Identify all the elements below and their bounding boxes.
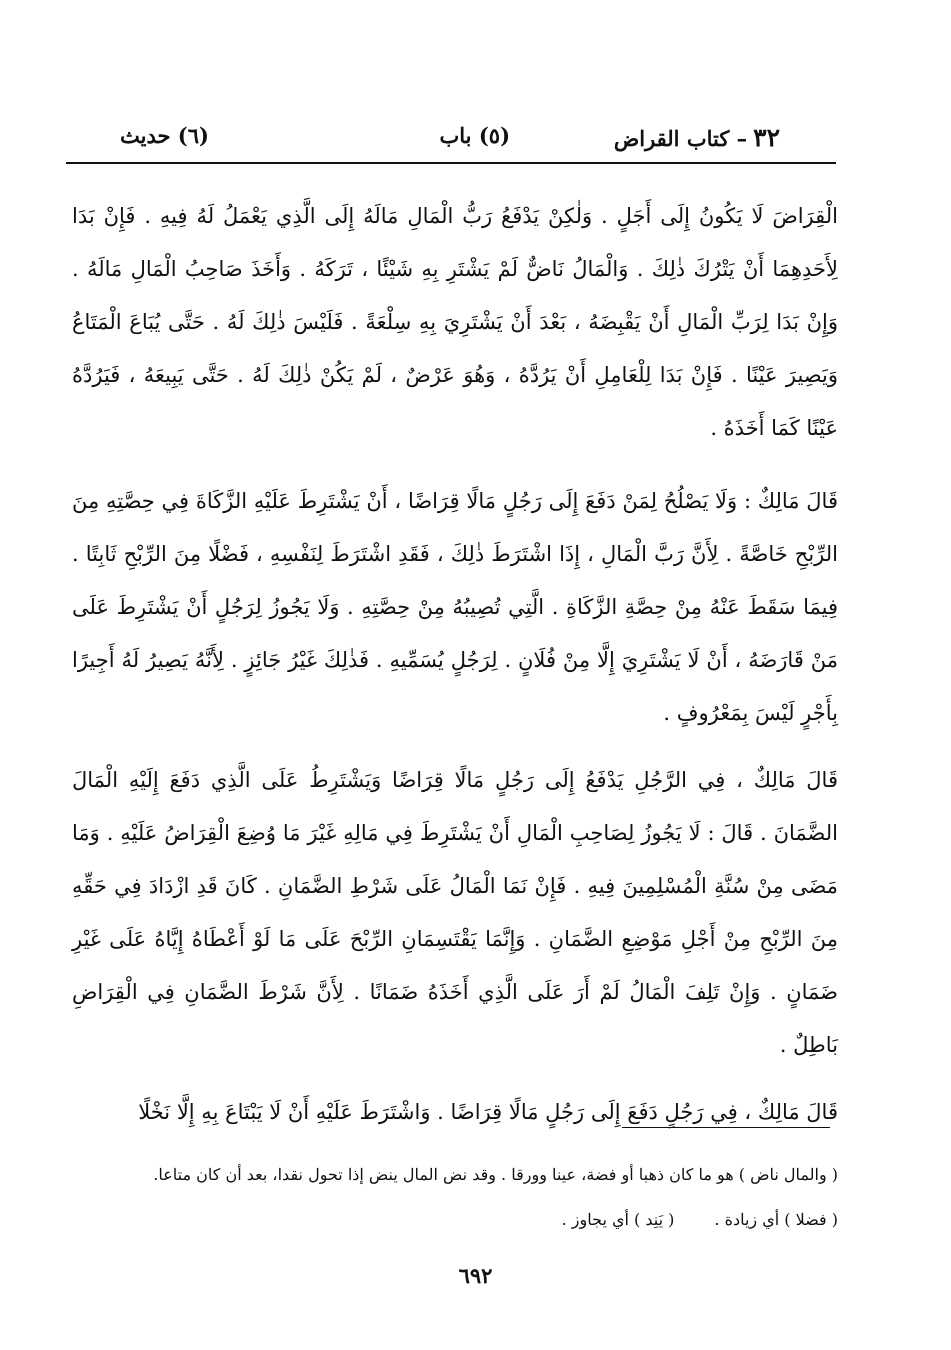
footnote-line: ( والمال ناض ) هو ما كان ذهبا أو فضة، عينا وورقا . وقد نض المال ينض إذا تحول نقدا، بعد أن كان متاعا.: [153, 1165, 838, 1184]
paragraph: قَالَ مَالِكٌ : وَلَا يَصْلُحُ لِمَنْ دَفَعَ إِلَى رَجُلٍ مَالًا قِرَاضًا ، أَنْ يَشْتَرِطَ عَلَيْهِ الزَّكَاةَ فِي حِصَّتِهِ مِنَ الرِّبْحِ خَاصَّةً . لِأَنَّ رَبَّ الْمَالِ ، إِذَا اشْتَرَطَ ذٰلِكَ ، فَقَدِ اشْتَرَطَ لِنَفْسِهِ ، فَضْلًا مِنَ الرِّبْحِ ثَابِتًا . فِيمَا سَقَطَ عَنْهُ مِنْ حِصَّةِ الزَّكَاةِ . الَّتِي تُصِيبُهُ مِنْ حِصَّتِهِ . وَلَا يَجُوزُ لِرَجُلٍ أَنْ يَشْتَرِطَ عَلَى مَنْ قَارَضَهُ ، أَنْ لَا يَشْتَرِيَ إِلَّا مِنْ فُلَانٍ . لِرَجُلٍ يُسَمِّيهِ . فَذٰلِكَ غَيْرُ جَائِزٍ . لِأَنَّهُ يَصِيرُ لَهُ أَجِيرًا بِأَجْرٍ لَيْسَ بِمَعْرُوفٍ .: [72, 489, 838, 725]
header-page-ref: ٣٢: [753, 123, 780, 152]
paragraph: الْقِرَاضَ لَا يَكُونُ إِلَى أَجَلٍ . وَلٰكِنْ يَدْفَعُ رَبُّ الْمَالِ مَالَهُ إِلَى الَّذِي يَعْمَلُ لَهُ فِيهِ . فَإِنْ بَدَا لِأَحَدِهِمَا أَنْ يَتْرُكَ ذٰلِكَ . وَالْمَالُ نَاضٌّ لَمْ يَشْتَرِ بِهِ شَيْئًا ، تَرَكَهُ . وَأَخَذَ صَاحِبُ الْمَالِ مَالَهُ . وَإِنْ بَدَا لِرَبِّ الْمَالِ أَنْ يَقْبِضَهُ ، بَعْدَ أَنْ يَشْتَرِيَ بِهِ سِلْعَةً . فَلَيْسَ ذٰلِكَ لَهُ . حَتَّى يُبَاعَ الْمَتَاعُ وَيَصِيرَ عَيْنًا . فَإِنْ بَدَا لِلْعَامِلِ أَنْ يَرُدَّهُ ، وَهُوَ عَرْضٌ ، لَمْ يَكُنْ ذٰلِكَ لَهُ . حَتَّى يَبِيعَهُ ، فَيَرُدَّهُ عَيْنًا كَمَا أَخَذَهُ .: [72, 204, 838, 440]
book-title: [614, 123, 780, 152]
footnote-line: [72, 1197, 838, 1242]
footnotes: [72, 1152, 838, 1242]
header-rule: [66, 162, 836, 164]
main-text: [72, 190, 838, 1153]
page-number: ٦٩٢: [458, 1263, 493, 1288]
paragraph: قَالَ مَالِكٌ ، فِي رَجُلٍ دَفَعَ إِلَى رَجُلٍ مَالًا قِرَاضًا . وَاشْتَرَطَ عَلَيْهِ أَنْ لَا يَبْتَاعَ بِهِ إِلَّا نَخْلًا: [138, 1100, 838, 1124]
footnote-fadlan: ( فضلا ) أي زيادة .: [714, 1210, 838, 1229]
book-title-text: – كتاب القراض: [613, 126, 748, 151]
footnote-rule: [622, 1127, 830, 1128]
hadith-number: (٦) حديث: [120, 123, 209, 148]
paragraph: قَالَ مَالِكٌ ، فِي الرَّجُلِ يَدْفَعُ إِلَى رَجُلٍ مَالًا قِرَاضًا وَيَشْتَرِطُ عَلَى الَّذِي دَفَعَ إِلَيْهِ الْمَالَ الضَّمَانَ . قَالَ : لَا يَجُوزُ لِصَاحِبِ الْمَالِ أَنْ يَشْتَرِطَ فِي مَالِهِ غَيْرَ مَا وُضِعَ الْقِرَاضُ عَلَيْهِ . وَمَا مَضَى مِنْ سُنَّةِ الْمُسْلِمِينَ فِيهِ . فَإِنْ نَمَا الْمَالُ عَلَى شَرْطِ الضَّمَانِ . كَانَ قَدِ ازْدَادَ فِي حَقِّهِ مِنَ الرِّبْحِ مِنْ أَجْلِ مَوْضِعِ الضَّمَانِ . وَإِنَّمَا يَقْتَسِمَانِ الرِّبْحَ عَلَى مَا لَوْ أَعْطَاهُ إِيَّاهُ عَلَى غَيْرِ ضَمَانٍ . وَإِنْ تَلِفَ الْمَالُ لَمْ أَرَ عَلَى الَّذِي أَخَذَهُ ضَمَانًا . لِأَنَّ شَرْطَ الضَّمَانِ فِي الْقِرَاضِ بَاطِلٌ .: [72, 768, 838, 1057]
chapter-number: (٥) باب: [439, 123, 510, 148]
footnote-yanid: ( يَنِد ) أي يجاوز .: [561, 1210, 675, 1229]
running-header: [120, 123, 780, 163]
